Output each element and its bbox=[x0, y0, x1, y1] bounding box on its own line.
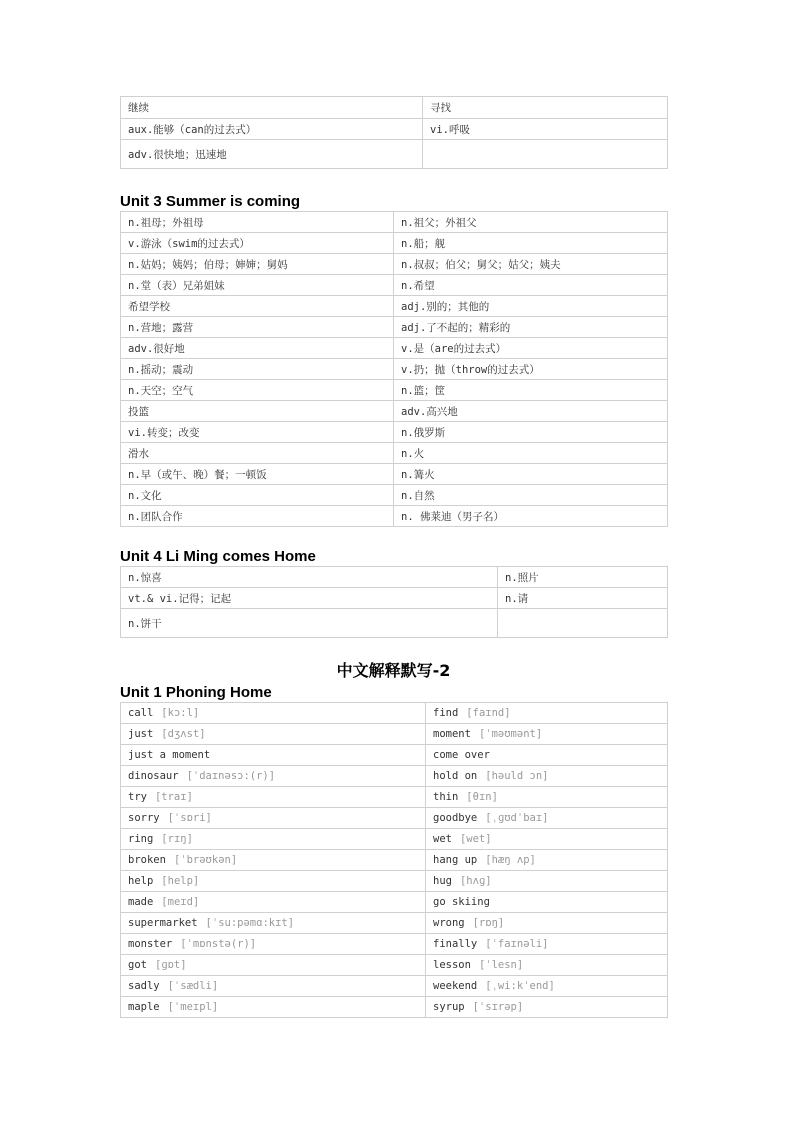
phonetic-transcription: [hʌɡ] bbox=[459, 875, 492, 887]
table-row bbox=[121, 567, 668, 588]
phonetic-transcription: [ˈdaɪnəsɔ:(r)] bbox=[186, 770, 276, 782]
unit1-heading: Unit 1 Phoning Home bbox=[120, 684, 272, 701]
vocab-word: got bbox=[128, 959, 147, 971]
table-row bbox=[121, 745, 668, 766]
phonetic-transcription: [wet] bbox=[459, 833, 492, 845]
table-row bbox=[121, 119, 668, 140]
table-cell: n.请 bbox=[498, 588, 668, 609]
table-row bbox=[121, 97, 668, 119]
vocab-table-top bbox=[120, 96, 668, 169]
table-row bbox=[121, 588, 668, 609]
table-cell bbox=[121, 871, 426, 892]
phonetic-transcription: [ˈsædli] bbox=[167, 980, 219, 992]
table-row bbox=[121, 359, 668, 380]
table-row bbox=[121, 766, 668, 787]
vocab-word: monster bbox=[128, 938, 173, 950]
table-row bbox=[121, 787, 668, 808]
vocab-word: hang up bbox=[433, 854, 478, 866]
table-cell bbox=[121, 787, 426, 808]
vocab-word: just bbox=[128, 728, 154, 740]
vocab-table-unit4 bbox=[120, 566, 668, 638]
table-cell: adv.高兴地 bbox=[394, 401, 668, 422]
table-cell bbox=[426, 934, 668, 955]
table-cell bbox=[426, 892, 668, 913]
vocab-word: made bbox=[128, 896, 154, 908]
vocab-word: sadly bbox=[128, 980, 160, 992]
table-row bbox=[121, 422, 668, 443]
table-row bbox=[121, 724, 668, 745]
table-row bbox=[121, 443, 668, 464]
table-row bbox=[121, 212, 668, 233]
table-row bbox=[121, 703, 668, 724]
vocab-word: finally bbox=[433, 938, 478, 950]
table-cell: n.叔叔；伯父；舅父；姑父；姨夫 bbox=[394, 254, 668, 275]
phonetic-transcription: [meɪd] bbox=[161, 896, 200, 908]
table-row bbox=[121, 485, 668, 506]
table-row bbox=[121, 401, 668, 422]
table-cell: n.自然 bbox=[394, 485, 668, 506]
table-cell bbox=[426, 976, 668, 997]
vocab-word: go skiing bbox=[433, 896, 490, 908]
phonetic-transcription: [ˌɡʊdˈbaɪ] bbox=[485, 812, 549, 824]
phonetic-transcription: [kɔ:l] bbox=[161, 707, 200, 719]
phonetic-transcription: [hæŋ ʌp] bbox=[485, 854, 536, 866]
table-cell: n.篮；筐 bbox=[394, 380, 668, 401]
vocab-table-unit3 bbox=[120, 211, 668, 527]
table-cell bbox=[426, 787, 668, 808]
table-cell: vt.& vi.记得；记起 bbox=[121, 588, 498, 609]
table-cell bbox=[426, 766, 668, 787]
table-cell: n.船；舰 bbox=[394, 233, 668, 254]
table-cell bbox=[426, 997, 668, 1018]
table-cell: adj.别的；其他的 bbox=[394, 296, 668, 317]
vocab-word: try bbox=[128, 791, 147, 803]
table-cell: n.祖父；外祖父 bbox=[394, 212, 668, 233]
phonetic-transcription: [rɒŋ] bbox=[472, 917, 505, 929]
table-row bbox=[121, 976, 668, 997]
vocab-word: find bbox=[433, 707, 459, 719]
vocab-word: lesson bbox=[433, 959, 471, 971]
table-row bbox=[121, 850, 668, 871]
table-cell bbox=[426, 871, 668, 892]
table-row bbox=[121, 275, 668, 296]
phonetic-transcription: [dʒʌst] bbox=[161, 728, 206, 740]
phonetic-transcription: [θɪn] bbox=[466, 791, 498, 803]
phonetic-transcription: [ˈməʊmənt] bbox=[478, 728, 543, 740]
phonetic-transcription: [traɪ] bbox=[154, 791, 193, 803]
vocab-word: sorry bbox=[128, 812, 160, 824]
table-row bbox=[121, 317, 668, 338]
table-cell bbox=[426, 913, 668, 934]
vocab-word: maple bbox=[128, 1001, 160, 1013]
table-cell: n.营地；露营 bbox=[121, 317, 394, 338]
phonetic-transcription: [ˈsɒri] bbox=[167, 812, 212, 824]
table-cell: adv.很快地；迅速地 bbox=[121, 140, 423, 169]
table-row bbox=[121, 997, 668, 1018]
table-cell: n.天空；空气 bbox=[121, 380, 394, 401]
table-row bbox=[121, 233, 668, 254]
table-cell: 投篮 bbox=[121, 401, 394, 422]
table-cell: v.游泳（swim的过去式） bbox=[121, 233, 394, 254]
table-cell: adj.了不起的；精彩的 bbox=[394, 317, 668, 338]
table-cell bbox=[426, 724, 668, 745]
table-row bbox=[121, 140, 668, 169]
vocab-word: weekend bbox=[433, 980, 478, 992]
table-cell bbox=[423, 140, 668, 169]
table-cell: n.团队合作 bbox=[121, 506, 394, 527]
table-cell: 寻找 bbox=[423, 97, 668, 119]
table-row bbox=[121, 829, 668, 850]
vocab-word: thin bbox=[433, 791, 459, 803]
phonetic-transcription: [ˈfaɪnəli] bbox=[485, 938, 549, 950]
table-row bbox=[121, 808, 668, 829]
table-cell bbox=[426, 745, 668, 766]
vocab-word: broken bbox=[128, 854, 166, 866]
vocab-word: wet bbox=[433, 833, 452, 845]
table-cell: n.堂（表）兄弟姐妹 bbox=[121, 275, 394, 296]
table-cell: n.文化 bbox=[121, 485, 394, 506]
table-cell: n.饼干 bbox=[121, 609, 498, 638]
phonetic-transcription: [ˈlesn] bbox=[478, 959, 524, 971]
phonetic-transcription: [ˌwi:kˈend] bbox=[485, 980, 555, 992]
vocab-word: call bbox=[128, 707, 154, 719]
vocab-word: help bbox=[128, 875, 154, 887]
phonetic-transcription: [faɪnd] bbox=[466, 707, 511, 719]
phonetic-transcription: [help] bbox=[161, 875, 200, 887]
table-row bbox=[121, 254, 668, 275]
table-row bbox=[121, 913, 668, 934]
table-cell bbox=[426, 703, 668, 724]
table-cell bbox=[121, 724, 426, 745]
table-cell: n.惊喜 bbox=[121, 567, 498, 588]
vocab-word: syrup bbox=[433, 1001, 465, 1013]
table-cell: 继续 bbox=[121, 97, 423, 119]
table-row bbox=[121, 934, 668, 955]
phonetic-transcription: [ˈbrəʊkən] bbox=[173, 854, 238, 866]
vocab-word: hold on bbox=[433, 770, 478, 782]
phonetic-transcription: [həuld ɔn] bbox=[485, 770, 549, 782]
vocab-word: wrong bbox=[433, 917, 465, 929]
table-row bbox=[121, 506, 668, 527]
table-cell bbox=[121, 934, 426, 955]
phonetic-transcription: [ˈmeɪpl] bbox=[167, 1001, 219, 1013]
vocab-word: come over bbox=[433, 749, 490, 761]
table-cell: n.摇动；震动 bbox=[121, 359, 394, 380]
vocab-word: ring bbox=[128, 833, 154, 845]
table-cell: n.火 bbox=[394, 443, 668, 464]
unit3-heading: Unit 3 Summer is coming bbox=[120, 193, 301, 210]
table-row bbox=[121, 338, 668, 359]
unit4-heading: Unit 4 Li Ming comes Home bbox=[120, 548, 316, 565]
table-cell: 滑水 bbox=[121, 443, 394, 464]
table-cell bbox=[121, 976, 426, 997]
table-cell bbox=[121, 766, 426, 787]
table-cell: v.扔；抛（throw的过去式） bbox=[394, 359, 668, 380]
vocab-word: just a moment bbox=[128, 749, 211, 761]
phonetic-transcription: [ˈsu:pəmɑ:kɪt] bbox=[205, 917, 295, 929]
table-row bbox=[121, 380, 668, 401]
vocab-word: supermarket bbox=[128, 917, 198, 929]
table-cell bbox=[121, 955, 426, 976]
table-cell bbox=[121, 913, 426, 934]
phonetic-transcription: [ˈsɪrəp] bbox=[472, 1001, 524, 1013]
table-cell: n.照片 bbox=[498, 567, 668, 588]
table-cell: n.早（或午、晚）餐；一顿饭 bbox=[121, 464, 394, 485]
table-cell: n.祖母；外祖母 bbox=[121, 212, 394, 233]
table-cell bbox=[426, 829, 668, 850]
table-cell bbox=[426, 955, 668, 976]
table-row bbox=[121, 609, 668, 638]
table-cell: adv.很好地 bbox=[121, 338, 394, 359]
table-cell bbox=[121, 745, 426, 766]
table-cell bbox=[121, 850, 426, 871]
phonetic-transcription: [rɪŋ] bbox=[161, 833, 193, 845]
vocab-word: goodbye bbox=[433, 812, 478, 824]
table-cell: n.俄罗斯 bbox=[394, 422, 668, 443]
table-cell bbox=[426, 850, 668, 871]
document-page bbox=[120, 96, 667, 1018]
table-cell: n. 佛莱迪（男子名） bbox=[394, 506, 668, 527]
table-cell: vi.转变；改变 bbox=[121, 422, 394, 443]
table-row bbox=[121, 464, 668, 485]
table-cell: v.是（are的过去式） bbox=[394, 338, 668, 359]
table-cell bbox=[121, 829, 426, 850]
table-cell bbox=[121, 997, 426, 1018]
table-cell bbox=[426, 808, 668, 829]
table-row bbox=[121, 871, 668, 892]
table-row bbox=[121, 296, 668, 317]
table-cell bbox=[498, 609, 668, 638]
table-cell bbox=[121, 892, 426, 913]
phonetic-transcription: [ɡɒt] bbox=[154, 959, 187, 971]
vocab-word: moment bbox=[433, 728, 471, 740]
section-title: 中文解释默写-2 bbox=[336, 661, 451, 680]
vocab-word: dinosaur bbox=[128, 770, 179, 782]
table-cell: aux.能够（can的过去式） bbox=[121, 119, 423, 140]
table-cell: 希望学校 bbox=[121, 296, 394, 317]
table-cell bbox=[121, 703, 426, 724]
table-row bbox=[121, 955, 668, 976]
table-row bbox=[121, 892, 668, 913]
table-cell: vi.呼吸 bbox=[423, 119, 668, 140]
phonetic-transcription: [ˈmɒnstə(r)] bbox=[180, 938, 257, 950]
table-cell: n.姑妈；姨妈；伯母；婶婶；舅妈 bbox=[121, 254, 394, 275]
table-cell: n.希望 bbox=[394, 275, 668, 296]
vocab-table-unit1 bbox=[120, 702, 668, 1018]
table-cell bbox=[121, 808, 426, 829]
table-cell: n.篝火 bbox=[394, 464, 668, 485]
vocab-word: hug bbox=[433, 875, 452, 887]
